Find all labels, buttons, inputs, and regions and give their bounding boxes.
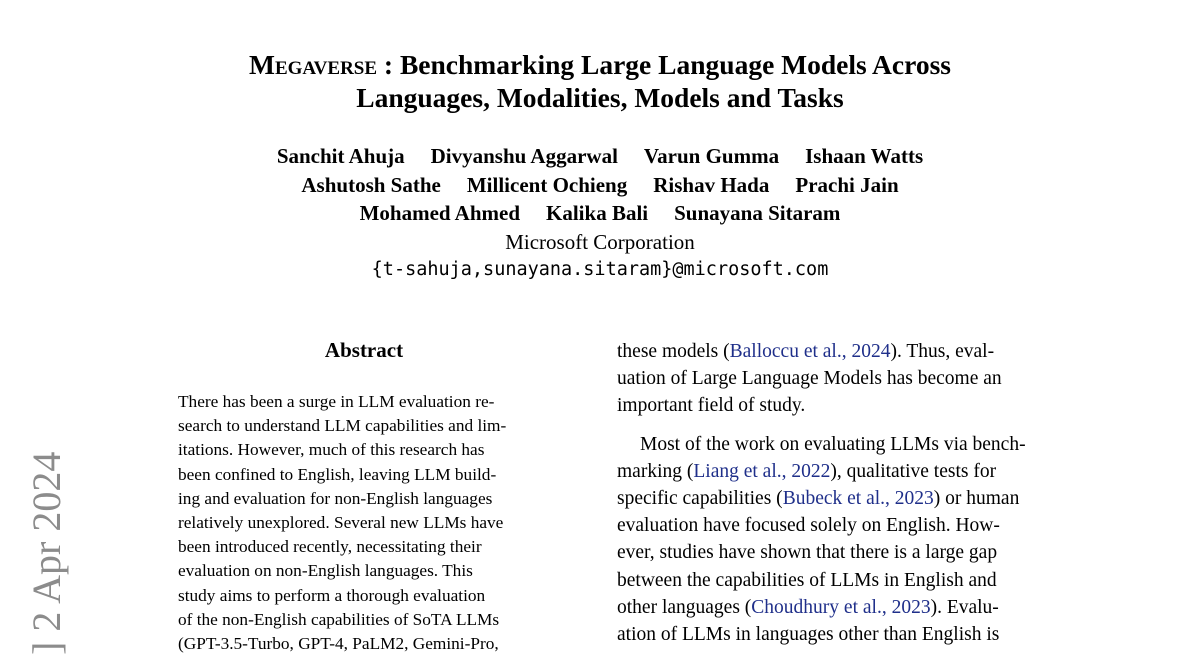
abstract-line: (GPT-3.5-Turbo, GPT-4, PaLM2, Gemini-Pro, (178, 634, 499, 654)
text-run: ) or human (933, 488, 1020, 510)
text-run: ), qualitative tests for (830, 460, 997, 482)
abstract-line: search to understand LLM capabilities and lim- (178, 416, 507, 436)
abstract-line: ing and evaluation for non-English languages (178, 488, 493, 508)
citation-link[interactable]: Balloccu et al., 2024 (729, 341, 891, 362)
author-row (150, 142, 1050, 171)
affiliation: Microsoft Corporation (505, 230, 695, 254)
citation-link[interactable]: Bubeck et al., 2023 (782, 488, 934, 510)
abstract-line: evaluation on non-English languages. This (178, 561, 473, 581)
abstract-line: relatively unexplored. Several new LLMs have (178, 513, 504, 533)
author-list (150, 142, 1050, 228)
author-name: Prachi Jain (795, 172, 899, 197)
author-row (150, 171, 1050, 200)
intro-line: uation of Large Language Models has become an (617, 368, 1002, 390)
abstract-line: There has been a surge in LLM evaluation re- (178, 392, 495, 411)
author-name: Ashutosh Sathe (301, 172, 441, 197)
title-line-1-rest: : Benchmarking Large Language Models Across (377, 49, 951, 80)
intro-column (617, 338, 1061, 648)
abstract-line: itations. However, much of this research has (178, 440, 485, 460)
author-name: Divyanshu Aggarwal (430, 144, 618, 168)
text-run: specific capabilities ( (617, 488, 783, 510)
intro-line (617, 338, 1061, 365)
intro-paragraph-1 (617, 338, 1061, 420)
abstract-heading: Abstract (324, 338, 404, 362)
title-line-2: Languages, Modalities, Models and Tasks (356, 82, 844, 113)
abstract-body (178, 390, 550, 656)
paragraph-gap (617, 420, 1061, 431)
author-email[interactable]: {t-sahuja,sunayana.sitaram}@microsoft.com (371, 259, 829, 280)
text-run: ). Thus, eval- (890, 341, 995, 362)
arxiv-stamp: ] 2 Apr 2024 (24, 451, 69, 655)
abstract-line: been confined to English, leaving LLM build- (178, 464, 497, 484)
title-line-1 (150, 48, 1050, 81)
intro-line: evaluation have focused solely on English. How- (617, 515, 1000, 537)
author-name: Varun Gumma (643, 144, 780, 168)
abstract-line: study aims to perform a thorough evaluation (178, 585, 486, 605)
intro-line: between the capabilities of LLMs in English and (617, 569, 997, 591)
abstract-line: of the non-English capabilities of SoTA LLMs (178, 609, 500, 629)
abstract-line: been introduced recently, necessitating their (178, 537, 482, 557)
text-run: these models ( (617, 341, 730, 362)
intro-line: important field of study. (617, 395, 806, 417)
intro-line (617, 485, 1061, 512)
citation-link[interactable]: Choudhury et al., 2023 (751, 596, 931, 618)
author-name: Sanchit Ahuja (276, 144, 405, 168)
author-name: Mohamed Ahmed (359, 201, 521, 225)
citation-link[interactable]: Liang et al., 2022 (693, 460, 831, 482)
author-name: Ishaan Watts (805, 144, 924, 168)
text-run: ). Evalu- (930, 596, 999, 618)
intro-line (617, 458, 1061, 485)
text-run: marking ( (617, 460, 694, 482)
author-name: Rishav Hada (653, 172, 770, 197)
intro-paragraph-2 (617, 431, 1061, 649)
author-name: Kalika Bali (546, 201, 649, 225)
intro-line: ation of LLMs in languages other than English is (617, 624, 1000, 646)
intro-line: Most of the work on evaluating LLMs via bench- (640, 433, 1026, 455)
author-name: Millicent Ochieng (466, 172, 628, 197)
intro-line: ever, studies have shown that there is a large gap (617, 542, 998, 564)
paper-title (150, 48, 1050, 114)
title-megaverse: Megaverse (249, 49, 378, 80)
author-row (150, 199, 1050, 228)
text-run: other languages ( (617, 596, 752, 618)
author-name: Sunayana Sitaram (674, 201, 841, 225)
intro-line (617, 594, 1061, 621)
